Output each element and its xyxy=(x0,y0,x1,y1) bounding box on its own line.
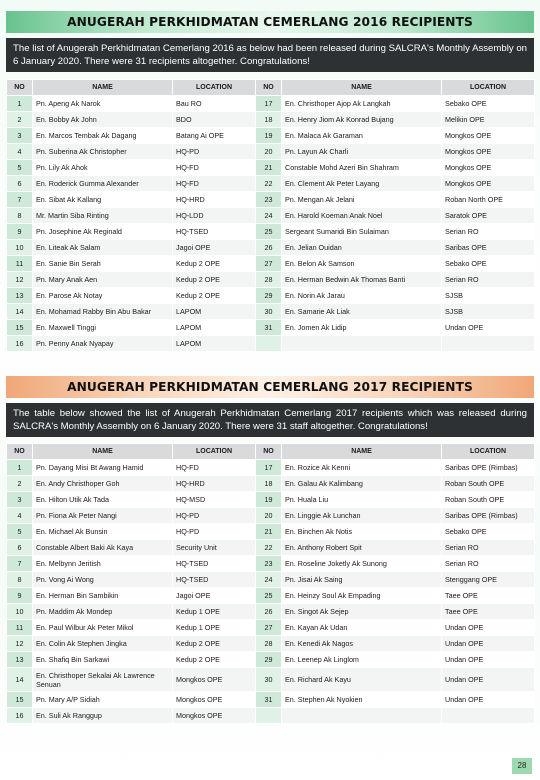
cell-location: Saratok OPE xyxy=(442,208,535,224)
cell-location: LAPOM xyxy=(173,320,256,336)
cell-location: HQ-FD xyxy=(173,160,256,176)
table-row xyxy=(7,160,535,176)
cell-name: En. Rozice Ak Kenni xyxy=(282,460,442,476)
cell-no: 17 xyxy=(256,96,282,112)
cell-name: En. Bobby Ak John xyxy=(33,112,173,128)
cell-no: 20 xyxy=(256,508,282,524)
cell-location: SJSB xyxy=(442,304,535,320)
cell-no: 18 xyxy=(256,112,282,128)
cell-location: Kedup 2 OPE xyxy=(173,272,256,288)
cell-no: 18 xyxy=(256,476,282,492)
cell-no: 30 xyxy=(256,304,282,320)
cell-no: 26 xyxy=(256,240,282,256)
cell-no: 13 xyxy=(7,288,33,304)
cell-no: 16 xyxy=(7,708,33,724)
header-name: NAME xyxy=(282,80,442,96)
cell-location: Saribas OPE (Rimbas) xyxy=(442,508,535,524)
table-row xyxy=(7,652,535,668)
cell-location: Mongkos OPE xyxy=(173,708,256,724)
cell-location: Taee OPE xyxy=(442,604,535,620)
section-2016-title: ANUGERAH PERKHIDMATAN CEMERLANG 2016 RECIPIENTS xyxy=(6,11,534,33)
table-header-row xyxy=(7,80,535,96)
table-row xyxy=(7,96,535,112)
cell-no: 13 xyxy=(7,652,33,668)
cell-name: En. Malaca Ak Garaman xyxy=(282,128,442,144)
header-no: NO xyxy=(256,444,282,460)
cell-location: Roban North OPE xyxy=(442,192,535,208)
section-2017-intro: The table below showed the list of Anugerah Perkhidmatan Cemerlang 2017 recipients which was released during SALCRA's Monthly Assembly on 6 January 2020. There were 31 staff altogether. Congratulations! xyxy=(6,403,534,437)
cell-location: Undan OPE xyxy=(442,620,535,636)
cell-location xyxy=(442,336,535,352)
cell-name: En. Colin Ak Stephen Jingka xyxy=(33,636,173,652)
cell-no: 28 xyxy=(256,272,282,288)
table-row xyxy=(7,692,535,708)
header-name: NAME xyxy=(282,444,442,460)
cell-no: 20 xyxy=(256,144,282,160)
cell-name: Constable Mohd Azeri Bin Shahram xyxy=(282,160,442,176)
header-no: NO xyxy=(7,80,33,96)
cell-location: Mongkos OPE xyxy=(442,176,535,192)
cell-location: Undan OPE xyxy=(442,636,535,652)
table-row xyxy=(7,128,535,144)
table-row xyxy=(7,208,535,224)
cell-location: HQ-MSD xyxy=(173,492,256,508)
cell-name: En. Sibat Ak Kallang xyxy=(33,192,173,208)
header-no: NO xyxy=(256,80,282,96)
cell-name: Sergeant Sumaridi Bin Sulaiman xyxy=(282,224,442,240)
cell-no: 1 xyxy=(7,96,33,112)
cell-no: 2 xyxy=(7,112,33,128)
cell-name: En. Samarie Ak Liak xyxy=(282,304,442,320)
cell-name: Constable Albert Baki Ak Kaya xyxy=(33,540,173,556)
cell-no: 1 xyxy=(7,460,33,476)
cell-name: Pn. Apeng Ak Narok xyxy=(33,96,173,112)
cell-name: En. Andy Christhoper Goh xyxy=(33,476,173,492)
cell-no xyxy=(256,336,282,352)
cell-name xyxy=(282,708,442,724)
cell-location: Stenggang OPE xyxy=(442,572,535,588)
cell-no: 26 xyxy=(256,604,282,620)
table-row xyxy=(7,304,535,320)
cell-name: En. Belon Ak Samson xyxy=(282,256,442,272)
cell-name: Pn. Huala Liu xyxy=(282,492,442,508)
section-2017-title: ANUGERAH PERKHIDMATAN CEMERLANG 2017 RECIPIENTS xyxy=(6,376,534,398)
table-row xyxy=(7,524,535,540)
cell-location: Security Unit xyxy=(173,540,256,556)
cell-location: HQ-FD xyxy=(173,460,256,476)
table-row xyxy=(7,540,535,556)
table-row xyxy=(7,176,535,192)
cell-location: Mongkos OPE xyxy=(173,692,256,708)
table-row xyxy=(7,224,535,240)
cell-name: Pn. Mary Anak Aen xyxy=(33,272,173,288)
cell-no: 30 xyxy=(256,668,282,692)
cell-name: En. Michael Ak Bunsin xyxy=(33,524,173,540)
cell-no: 24 xyxy=(256,208,282,224)
cell-no: 25 xyxy=(256,224,282,240)
table-header-row xyxy=(7,444,535,460)
cell-location: Mongkos OPE xyxy=(442,160,535,176)
cell-location: Mongkos OPE xyxy=(442,144,535,160)
table-row xyxy=(7,320,535,336)
cell-location: Kedup 1 OPE xyxy=(173,604,256,620)
table-row xyxy=(7,588,535,604)
cell-no: 14 xyxy=(7,668,33,692)
cell-location: Serian RO xyxy=(442,272,535,288)
cell-name: Pn. Fiona Ak Peter Nangi xyxy=(33,508,173,524)
table-row xyxy=(7,272,535,288)
cell-no: 7 xyxy=(7,556,33,572)
cell-no: 16 xyxy=(7,336,33,352)
header-name: NAME xyxy=(33,80,173,96)
cell-name: En. Stephen Ak Nyokien xyxy=(282,692,442,708)
cell-no: 8 xyxy=(7,572,33,588)
cell-name: En. Roseline Joketly Ak Sunong xyxy=(282,556,442,572)
cell-location: Mongkos OPE xyxy=(442,128,535,144)
cell-location: BDO xyxy=(173,112,256,128)
recipients-2016-table xyxy=(6,79,535,352)
table-row xyxy=(7,708,535,724)
cell-name: En. Clement Ak Peter Layang xyxy=(282,176,442,192)
cell-location: HQ-PD xyxy=(173,144,256,160)
cell-location: Sebako OPE xyxy=(442,524,535,540)
header-location: LOCATION xyxy=(173,80,256,96)
cell-no: 19 xyxy=(256,492,282,508)
cell-name: En. Parose Ak Notay xyxy=(33,288,173,304)
cell-no: 21 xyxy=(256,524,282,540)
cell-name: Pn. Penny Anak Nyapay xyxy=(33,336,173,352)
cell-no: 24 xyxy=(256,572,282,588)
cell-name: Pn. Jisai Ak Saing xyxy=(282,572,442,588)
cell-location: HQ-PD xyxy=(173,524,256,540)
cell-name: En. Liteak Ak Salam xyxy=(33,240,173,256)
cell-location: Roban South OPE xyxy=(442,492,535,508)
cell-name: Pn. Vong Ai Wong xyxy=(33,572,173,588)
cell-no: 7 xyxy=(7,192,33,208)
cell-no: 4 xyxy=(7,144,33,160)
cell-no: 11 xyxy=(7,620,33,636)
cell-no xyxy=(256,708,282,724)
table-row xyxy=(7,256,535,272)
cell-location: Serian RO xyxy=(442,556,535,572)
cell-location: HQ-HRD xyxy=(173,476,256,492)
table-row xyxy=(7,240,535,256)
cell-location: Serian RO xyxy=(442,224,535,240)
cell-name: Pn. Mary A/P Sidiah xyxy=(33,692,173,708)
cell-location: Serian RO xyxy=(442,540,535,556)
cell-name: En. Melbynn Jeritish xyxy=(33,556,173,572)
cell-location: Undan OPE xyxy=(442,668,535,692)
cell-location: Undan OPE xyxy=(442,692,535,708)
cell-no: 25 xyxy=(256,588,282,604)
table-row xyxy=(7,668,535,692)
cell-no: 4 xyxy=(7,508,33,524)
cell-name: Pn. Suberina Ak Christopher xyxy=(33,144,173,160)
cell-name: En. Christhoper Ajop Ak Langkah xyxy=(282,96,442,112)
cell-name: En. Harold Koeman Anak Noel xyxy=(282,208,442,224)
cell-location: Jagoi OPE xyxy=(173,588,256,604)
cell-location: Undan OPE xyxy=(442,652,535,668)
cell-no: 27 xyxy=(256,256,282,272)
section-2016-intro: The list of Anugerah Perkhidmatan Cemerlang 2016 as below had been released during SALCRA's Monthly Assembly on 6 January 2020. There were 31 recipients altogether. Congratulations! xyxy=(6,38,534,72)
cell-name: En. Kenedi Ak Nagos xyxy=(282,636,442,652)
cell-location: Undan OPE xyxy=(442,320,535,336)
cell-name: En. Galau Ak Kalimbang xyxy=(282,476,442,492)
cell-location: Kedup 2 OPE xyxy=(173,256,256,272)
cell-no: 12 xyxy=(7,272,33,288)
cell-location: Melikin OPE xyxy=(442,112,535,128)
cell-no: 9 xyxy=(7,224,33,240)
cell-no: 3 xyxy=(7,128,33,144)
cell-no: 6 xyxy=(7,540,33,556)
cell-no: 28 xyxy=(256,636,282,652)
cell-name: En. Kayan Ak Udan xyxy=(282,620,442,636)
cell-name: En. Singot Ak Sejep xyxy=(282,604,442,620)
cell-name: En. Henry Jiom Ak Konrad Bujang xyxy=(282,112,442,128)
cell-no: 17 xyxy=(256,460,282,476)
cell-location: Kedup 1 OPE xyxy=(173,620,256,636)
cell-no: 10 xyxy=(7,604,33,620)
table-row xyxy=(7,192,535,208)
cell-name: Pn. Dayang Misi Bt Awang Hamid xyxy=(33,460,173,476)
cell-name: Pn. Lily Ak Ahok xyxy=(33,160,173,176)
header-location: LOCATION xyxy=(173,444,256,460)
cell-name: En. Jomen Ak Lidip xyxy=(282,320,442,336)
cell-location: Batang Ai OPE xyxy=(173,128,256,144)
table-row xyxy=(7,620,535,636)
table-row xyxy=(7,508,535,524)
cell-no: 3 xyxy=(7,492,33,508)
cell-name: En. Herman Bedwin Ak Thomas Banti xyxy=(282,272,442,288)
cell-no: 29 xyxy=(256,652,282,668)
cell-location: HQ-FD xyxy=(173,176,256,192)
cell-no: 11 xyxy=(7,256,33,272)
table-body xyxy=(7,96,535,352)
cell-name: En. Roderick Gumma Alexander xyxy=(33,176,173,192)
cell-location: Sebako OPE xyxy=(442,256,535,272)
cell-name: En. Norin Ak Jarau xyxy=(282,288,442,304)
cell-name: En. Shafiq Bin Sarkawi xyxy=(33,652,173,668)
cell-location: HQ-TSED xyxy=(173,556,256,572)
cell-name: En. Richard Ak Kayu xyxy=(282,668,442,692)
cell-no: 31 xyxy=(256,692,282,708)
cell-name: En. Binchen Ak Notis xyxy=(282,524,442,540)
cell-location: Saribas OPE (Rimbas) xyxy=(442,460,535,476)
cell-no: 2 xyxy=(7,476,33,492)
cell-location: Saribas OPE xyxy=(442,240,535,256)
cell-location: SJSB xyxy=(442,288,535,304)
cell-name: En. Leenep Ak Linglom xyxy=(282,652,442,668)
cell-location: Jagoi OPE xyxy=(173,240,256,256)
table-row xyxy=(7,572,535,588)
cell-location: Kedup 2 OPE xyxy=(173,636,256,652)
cell-name: En. Paul Wilbur Ak Peter Mikol xyxy=(33,620,173,636)
cell-location: HQ-TSED xyxy=(173,224,256,240)
table-row xyxy=(7,460,535,476)
cell-name: En. Anthony Robert Spit xyxy=(282,540,442,556)
cell-name: Pn. Josephine Ak Reginald xyxy=(33,224,173,240)
cell-no: 22 xyxy=(256,540,282,556)
cell-name: En. Christhoper Sekalai Ak Lawrence Senuan xyxy=(33,668,173,692)
cell-no: 23 xyxy=(256,556,282,572)
page-number: 28 xyxy=(512,758,532,774)
cell-no: 12 xyxy=(7,636,33,652)
header-no: NO xyxy=(7,444,33,460)
cell-location: HQ-PD xyxy=(173,508,256,524)
cell-no: 31 xyxy=(256,320,282,336)
table-body xyxy=(7,460,535,724)
cell-no: 5 xyxy=(7,160,33,176)
cell-location: Taee OPE xyxy=(442,588,535,604)
table-row xyxy=(7,492,535,508)
cell-location: LAPOM xyxy=(173,304,256,320)
cell-name: En. Maxwell Tinggi xyxy=(33,320,173,336)
cell-no: 15 xyxy=(7,692,33,708)
cell-name: En. Linggie Ak Lunchan xyxy=(282,508,442,524)
cell-name: En. Suli Ak Ranggup xyxy=(33,708,173,724)
cell-location: HQ-HRD xyxy=(173,192,256,208)
cell-location: HQ-TSED xyxy=(173,572,256,588)
cell-no: 21 xyxy=(256,160,282,176)
table-row xyxy=(7,336,535,352)
cell-name: Pn. Mengan Ak Jelani xyxy=(282,192,442,208)
cell-location xyxy=(442,708,535,724)
cell-no: 27 xyxy=(256,620,282,636)
cell-location: Roban South OPE xyxy=(442,476,535,492)
cell-no: 10 xyxy=(7,240,33,256)
table-row xyxy=(7,636,535,652)
table-row xyxy=(7,144,535,160)
cell-no: 6 xyxy=(7,176,33,192)
cell-name: Pn. Maddim Ak Mondep xyxy=(33,604,173,620)
table-row xyxy=(7,476,535,492)
cell-name: En. Hilton Utik Ak Tada xyxy=(33,492,173,508)
cell-name: En. Herman Bin Sambikin xyxy=(33,588,173,604)
cell-name: En. Mohamad Rabby Bin Abu Bakar xyxy=(33,304,173,320)
cell-location: Mongkos OPE xyxy=(173,668,256,692)
table-row xyxy=(7,556,535,572)
cell-no: 22 xyxy=(256,176,282,192)
cell-name: En. Heinzy Soul Ak Empading xyxy=(282,588,442,604)
cell-name: En. Sanie Bin Serah xyxy=(33,256,173,272)
cell-no: 19 xyxy=(256,128,282,144)
cell-location: LAPOM xyxy=(173,336,256,352)
cell-name xyxy=(282,336,442,352)
cell-no: 23 xyxy=(256,192,282,208)
cell-location: Bau RO xyxy=(173,96,256,112)
cell-location: Kedup 2 OPE xyxy=(173,288,256,304)
cell-no: 5 xyxy=(7,524,33,540)
cell-name: Mr. Martin Siba Rinting xyxy=(33,208,173,224)
recipients-2017-table xyxy=(6,443,535,724)
cell-location: Sebako OPE xyxy=(442,96,535,112)
header-location: LOCATION xyxy=(442,80,535,96)
cell-name: En. Marcos Tembak Ak Dagang xyxy=(33,128,173,144)
header-location: LOCATION xyxy=(442,444,535,460)
table-row xyxy=(7,288,535,304)
cell-no: 9 xyxy=(7,588,33,604)
cell-no: 15 xyxy=(7,320,33,336)
cell-no: 29 xyxy=(256,288,282,304)
header-name: NAME xyxy=(33,444,173,460)
table-row xyxy=(7,604,535,620)
table-row xyxy=(7,112,535,128)
cell-location: Kedup 2 OPE xyxy=(173,652,256,668)
cell-name: Pn. Layun Ak Charli xyxy=(282,144,442,160)
cell-no: 14 xyxy=(7,304,33,320)
cell-location: HQ-LDD xyxy=(173,208,256,224)
cell-name: En. Jelian Ouidan xyxy=(282,240,442,256)
cell-no: 8 xyxy=(7,208,33,224)
